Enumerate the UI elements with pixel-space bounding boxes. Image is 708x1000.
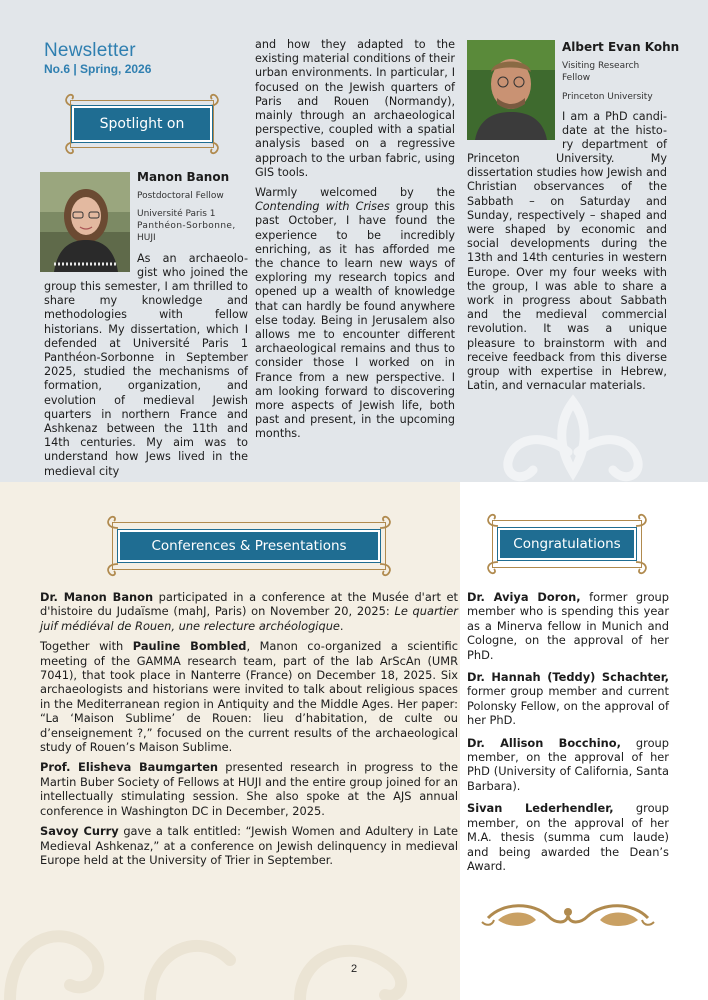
honoree-name: Dr. Allison Bocchino, (467, 735, 621, 750)
corner-curl-icon (206, 140, 222, 156)
page-number: 2 (350, 963, 358, 975)
group-name-italic: Contending with Crises (255, 200, 390, 214)
conferences-banner-label: Conferences & Presentations (118, 530, 380, 562)
manon-affiliation-line2: Panthéon-Sorbonne, (137, 221, 236, 231)
conference-text: gave a talk entitled: “Jewish Women and Adultery in Late Medieval Ashkenaz,” at a conference on Jewish delinquency in medieval Europe held at the University of Trier in September. (40, 824, 458, 867)
conference-item (40, 824, 458, 867)
manon-affiliation-line1: Université Paris 1 (137, 209, 216, 219)
manon-wrap-line-1: As an archaeolo- (137, 252, 248, 265)
congratulation-text: former group member who is spending this year as a Minerva fellow in Munich and Cologne, on the approval of her PhD. (467, 590, 670, 662)
manon-bio-paragraph: group this semester, I am thrilled to share my knowledge and methodologies with fellow historians. My dissertation, which I defended at Université Paris 1 Panthéon-Sorbonne in September 2025, studied the mechanisms of formation, organization, and evolution of medieval Jewish quarters in northern France and Ashkenaz between the 11th and 14th centuries. My aim was to understand how Jews lived in the medieval city (44, 280, 248, 478)
congratulations-list (467, 590, 669, 879)
conference-item (40, 639, 458, 754)
conference-item (40, 590, 458, 633)
congratulation-item (467, 590, 669, 662)
corner-curl-icon (484, 560, 500, 576)
albert-role-line2: Fellow (562, 73, 591, 83)
spotlight-banner (62, 92, 222, 156)
presenter-name: Prof. Elisheva Baumgarten (40, 760, 219, 775)
conference-lead: Together with (40, 639, 133, 654)
albert-wrap-line-1: I am a PhD candi- (562, 110, 667, 123)
manon-banon-portrait (40, 172, 130, 272)
congratulations-banner-label: Congratulations (498, 528, 636, 560)
albert-name: Albert Evan Kohn (562, 40, 680, 54)
corner-curl-icon (104, 562, 120, 578)
manon-affiliation-line3: HUJI (137, 233, 156, 243)
corner-curl-icon (104, 514, 120, 530)
albert-role-line1: Visiting Research (562, 61, 640, 71)
conference-tail: . (339, 618, 344, 633)
conference-text: presented research in progress to the Martin Buber Society of Fellows at HUJI and the entire group joined for an intellectually stimulating session. She also spoke at the AJS annual conference in Washington DC in December, 2025. (40, 760, 458, 818)
albert-affiliation: Princeton University (562, 92, 653, 102)
gold-scroll-ornament-icon (478, 898, 658, 932)
albert-bio-paragraph: Princeton University. My dissertation studies how Jewish and Christian observances of the Sabbath – on Saturday and Sunday, respectively – shaped and were shaped by economic and social developments during the 13th and 14th centuries in western Europe. Over my four weeks with the group, I was able to share a work in progress about Sabbath and the medieval commercial revolution. It was a unique pleasure to brainstorm with and receive feedback from this diverse group with expertise in Hebrew, Latin, and vernacular materials. (467, 152, 667, 393)
congratulation-text: group member, on the approval of her PhD (University of California, Santa Barbara). (467, 735, 669, 793)
presenter-name: Dr. Manon Banon (40, 590, 154, 604)
manon-bio-p2-rest: group this past October, I have found the experience to be incredibly enriching, as it has afforded me the chance to learn new ways of exploring my research topics and opened up a wealth of knowledge that can hardly be found anywhere else today. Being in Jerusalem also allows me to encounter different archaeological remains and thus to consider those I worked on in France from a new perspective. I am looking forward to discovering more aspects of Jewish life, both past and present, in the upcoming months. (255, 200, 455, 441)
honoree-name: Sivan Lederhendler, (467, 801, 614, 816)
manon-bio-body (44, 280, 248, 485)
manon-bio-paragraph-1: and how they adapted to the existing material conditions of their urban environments. In particular, I focused on the Jewish quarters of Paris and Rouen (Normandy), mainly through an archaeological perspective, coupled with a spatial analysis based on a regressive approach to the urban fabric, using GIS tools. (255, 38, 455, 179)
conferences-banner (104, 514, 394, 578)
corner-curl-icon (484, 512, 500, 528)
corner-curl-icon (634, 512, 650, 528)
newsletter-title: Newsletter (44, 40, 136, 61)
albert-bio-body (467, 152, 667, 399)
congratulation-item (467, 801, 669, 873)
corner-curl-icon (378, 562, 394, 578)
presenter-name: Pauline Bombled (132, 639, 247, 654)
manon-bio-continued (255, 38, 455, 448)
manon-bio-paragraph-2 (255, 186, 455, 442)
albert-evan-kohn-portrait (467, 40, 555, 140)
honoree-name: Dr. Hannah (Teddy) Schachter, (467, 670, 669, 685)
congratulation-text: group member, on the approval of her M.A. thesis (summa cum laude) and being awarded the Dean’s Award. (467, 801, 669, 873)
congratulations-banner (484, 512, 650, 576)
congratulation-item (467, 670, 669, 728)
manon-wrap-line-2: gist who joined the (137, 266, 248, 279)
albert-wrap-line-2: date at the histo- (562, 124, 667, 137)
manon-role: Postdoctoral Fellow (137, 191, 224, 201)
corner-curl-icon (634, 560, 650, 576)
conference-item (40, 760, 458, 818)
conferences-list (40, 590, 458, 873)
fleur-ornament-icon (488, 392, 658, 482)
manon-name: Manon Banon (137, 170, 230, 184)
corner-curl-icon (62, 140, 78, 156)
conference-text: , Manon co-organized a scientific meeting of the GAMMA research team, part of the lab ArScAn (UMR 7041), that took place in Nanterre (France) on December 18, 2025. Six archaeologists and historians were invited to talk about religious spaces in the Mediterranean region in Antiquity and the Middle Ages. Her paper: “La ‘Maison Sublime’ de Rouen: lieu d’habitation, de culte ou d’enseignement ?,” focused on the current results of the archaeological study of Rouen’s Maison Sublime. (40, 639, 458, 755)
albert-wrap-line-3: ry department of (562, 138, 667, 151)
corner-curl-icon (378, 514, 394, 530)
swirl-ornament-icon (0, 880, 460, 1000)
conference-title-italic: Le quartier juif médiéval de Rouen, une relecture archéologique (40, 604, 458, 633)
congratulation-item (467, 736, 669, 794)
congratulation-text: former group member and current Polonsky Fellow, on the approval of her PhD. (467, 684, 669, 728)
spotlight-banner-label: Spotlight on (72, 106, 212, 142)
issue-label: No.6 | Spring, 2026 (44, 62, 152, 76)
honoree-name: Dr. Aviya Doron, (467, 590, 581, 604)
conference-text: participated in a conference at the Musée d'art et d'histoire du Judaïsme (mahJ, Paris) on November 20, 2025: (40, 590, 458, 619)
manon-bio-p2-start: Warmly welcomed by the (255, 186, 455, 200)
presenter-name: Savoy Curry (40, 824, 119, 839)
